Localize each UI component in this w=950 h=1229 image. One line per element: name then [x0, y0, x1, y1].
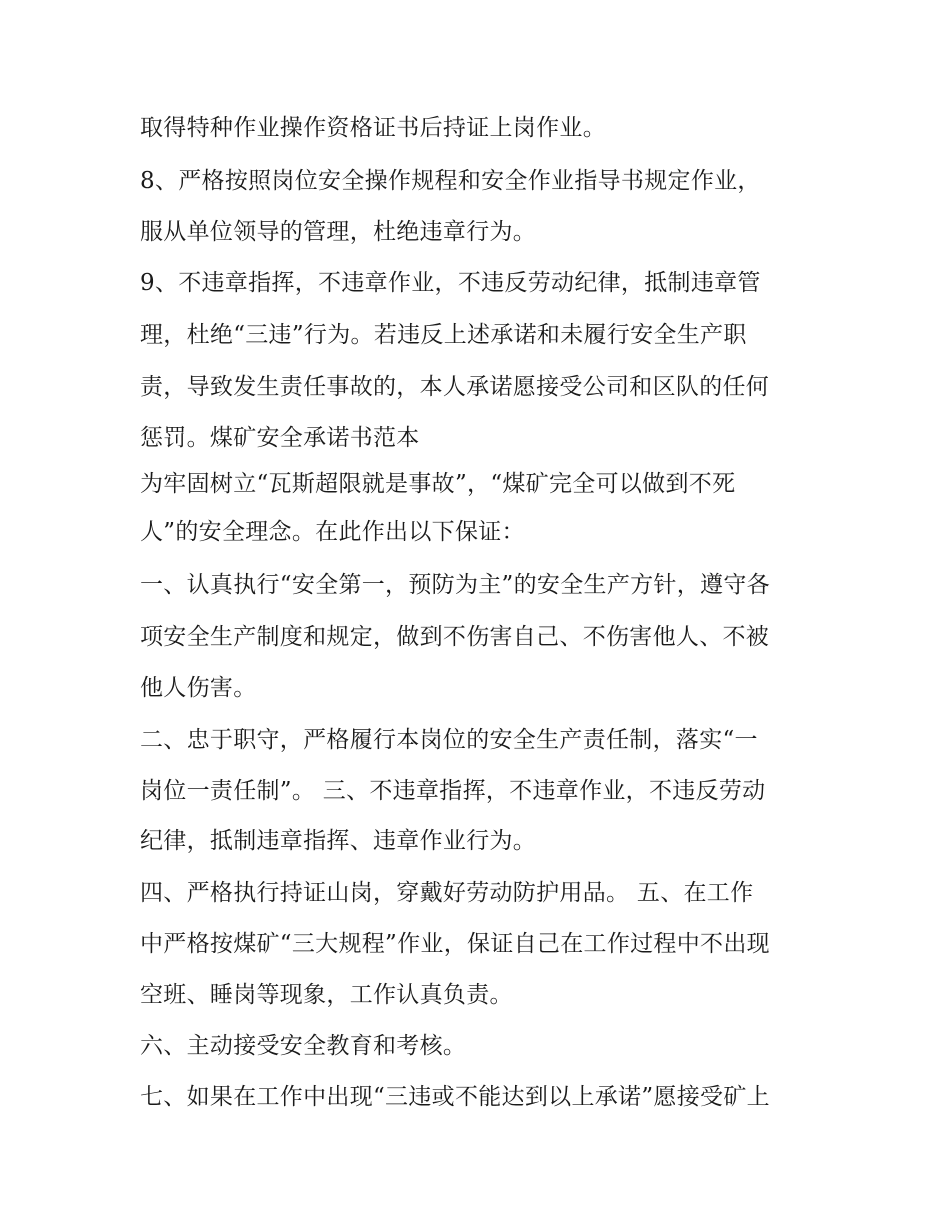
text-line: 人”的安全理念。在此作出以下保证：: [140, 519, 525, 545]
text-line: 二、忠于职守，严格履行本岗位的安全生产责任制，落实“一: [140, 727, 758, 753]
text-line: 中严格按煤矿“三大规程”作业，保证自己在工作过程中不出现: [140, 931, 770, 957]
text-line: 纪律，抵制违章指挥、违章作业行为。: [140, 828, 537, 854]
text-line: 8、严格按照岗位安全操作规程和安全作业指导书规定作业，: [140, 168, 761, 194]
text-line: 六、主动接受安全教育和考核。: [140, 1033, 467, 1059]
text-line: 为牢固树立“瓦斯超限就是事故”，“煤矿完全可以做到不死: [140, 471, 736, 497]
text-line: 责，导致发生责任事故的，本人承诺愿接受公司和区队的任何: [140, 374, 770, 400]
text-line: 七、如果在工作中出现“三违或不能达到以上承诺”愿接受矿上: [140, 1084, 770, 1110]
text-line: 项安全生产制度和规定，做到不伤害自己、不伤害他人、不被: [140, 624, 770, 650]
text-line: 取得特种作业操作资格证书后持证上岗作业。: [140, 115, 606, 141]
text-line: 理，杜绝“三违”行为。若违反上述承诺和未履行安全生产职: [140, 322, 747, 348]
text-line: 他人伤害。: [140, 675, 257, 701]
text-line: 岗位一责任制”。 三、不违章指挥，不违章作业，不违反劳动: [140, 778, 766, 804]
text-line: 服从单位领导的管理，杜绝违章行为。: [140, 219, 537, 245]
text-line: 惩罚。煤矿安全承诺书范本: [140, 425, 420, 451]
text-line: 四、严格执行持证山岗，穿戴好劳动防护用品。 五、在工作: [140, 880, 754, 906]
text-line: 一、认真执行“安全第一，预防为主”的安全生产方针，遵守各: [140, 572, 770, 598]
text-line: 9、不违章指挥，不违章作业，不违反劳动纪律，抵制违章管: [140, 270, 761, 296]
text-line: 空班、睡岗等现象，工作认真负责。: [140, 982, 513, 1008]
